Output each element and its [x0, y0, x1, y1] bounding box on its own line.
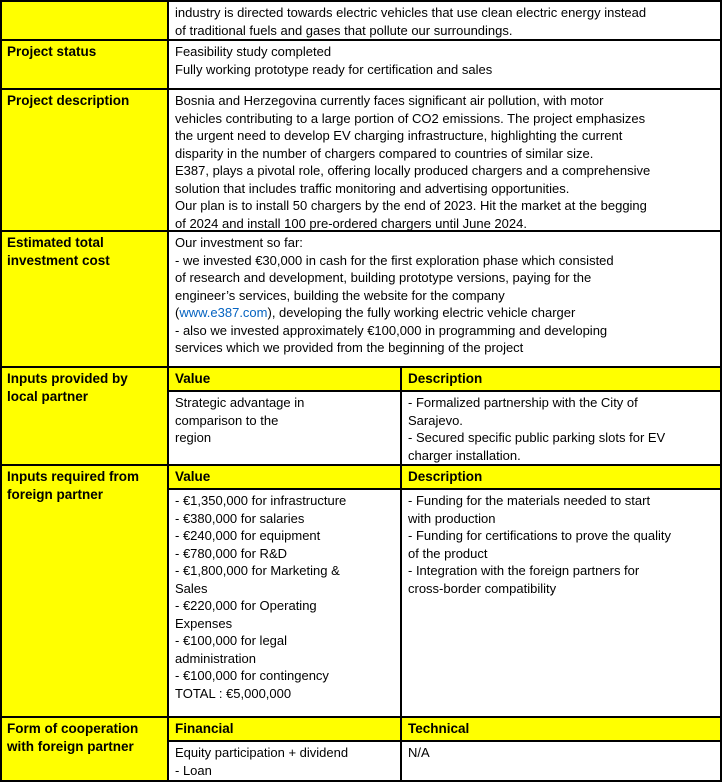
cooperation-technical-cell: N/A [402, 742, 720, 780]
row-intro [2, 2, 720, 39]
project-description-label: Project description [2, 90, 167, 230]
foreign-inputs-description-header: Description [402, 466, 720, 488]
local-inputs-value-cell: Strategic advantage in comparison to the region [169, 392, 400, 464]
link-line-suffix: ), developing the fully working electric vehicle charger [267, 305, 576, 320]
cooperation-label: Form of cooperation with foreign partner [2, 718, 167, 780]
row-cooperation [2, 718, 720, 780]
investment-lines-before: Our investment so far: - we invested €30,000 in cash for the first exploration phase which consisted of research and development, building prototype versions, paying for the engineer’s services, building the website for the company [175, 235, 614, 303]
investment-link-line [175, 304, 716, 322]
row-project-description [2, 90, 720, 230]
intro-content: industry is directed towards electric vehicles that use clean electric energy instead of traditional fuels and gases that pollute our surroundings. [169, 2, 720, 39]
local-inputs-description-header: Description [402, 368, 720, 390]
project-description-content: Bosnia and Herzegovina currently faces significant air pollution, with motor vehicles contributing to a large portion of CO2 emissions. The project emphasizes the urgent need to develop EV charging infrastructure, highlighting the current disparity in the number of chargers compared to countries of similar size. E387, plays a pivotal role, offering locally produced chargers and a comprehensive solution that includes traffic monitoring and advertising opportunities. Our plan is to install 50 chargers by the end of 2023. Hit the market at the begging of 2024 and install 100 pre-ordered chargers until June 2024. [169, 90, 720, 230]
row-project-status [2, 41, 720, 88]
investment-cost-content [169, 232, 720, 366]
foreign-inputs-table [169, 466, 720, 716]
foreign-inputs-description-cell: - Funding for the materials needed to start with production - Funding for certifications to prove the quality of the product - Integration with the foreign partners for cross-border compatibility [402, 490, 720, 716]
investment-cost-label: Estimated total investment cost [2, 232, 167, 366]
project-status-label: Project status [2, 41, 167, 88]
cooperation-table [169, 718, 720, 780]
cooperation-technical-header: Technical [402, 718, 720, 740]
intro-label-cell [2, 2, 167, 39]
row-foreign-inputs [2, 466, 720, 716]
row-local-inputs [2, 368, 720, 464]
foreign-inputs-label: Inputs required from foreign partner [2, 466, 167, 716]
local-inputs-value-header: Value [169, 368, 400, 390]
link-line-prefix: ( [175, 305, 180, 320]
website-link[interactable]: www.e387.com [179, 305, 268, 320]
foreign-inputs-value-header: Value [169, 466, 400, 488]
row-investment-cost [2, 232, 720, 366]
foreign-inputs-value-cell: - €1,350,000 for infrastructure - €380,000 for salaries - €240,000 for equipment - €780,000 for R&D - €1,800,000 for Marketing & Sales - €220,000 for Operating Expenses - €100,000 for legal administration - €100,000 for contingency TOTAL : €5,000,000 [169, 490, 400, 716]
investment-lines-after: - also we invested approximately €100,000 in programming and developing services which we provided from the beginning of the project [175, 322, 608, 355]
local-inputs-description-cell: - Formalized partnership with the City of Sarajevo. - Secured specific public parking slots for EV charger installation. [402, 392, 720, 464]
cooperation-financial-cell: Equity participation + dividend - Loan [169, 742, 400, 780]
local-inputs-label: Inputs provided by local partner [2, 368, 167, 464]
local-inputs-table [169, 368, 720, 464]
cooperation-financial-header: Financial [169, 718, 400, 740]
project-status-content: Feasibility study completed Fully working prototype ready for certification and sales [169, 41, 720, 88]
